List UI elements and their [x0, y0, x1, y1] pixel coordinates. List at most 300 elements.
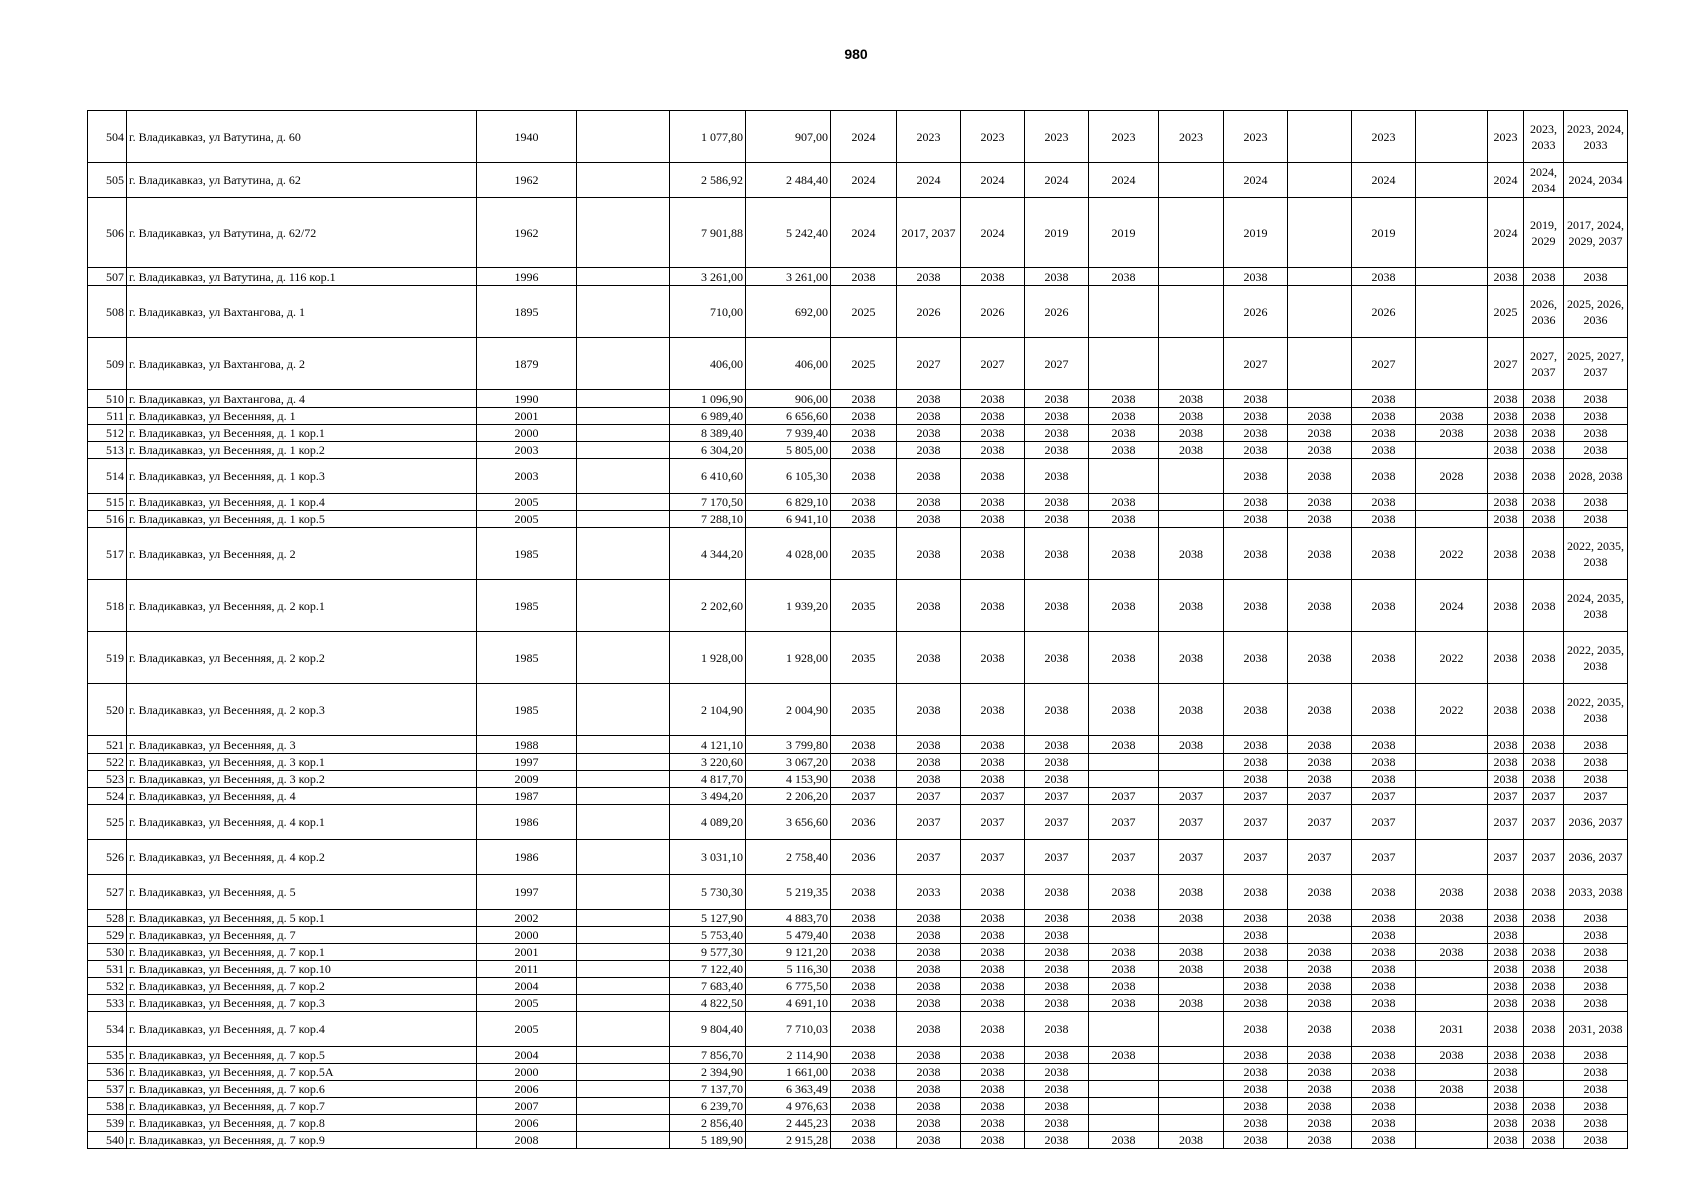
column-3-cell	[577, 875, 670, 910]
year-col-16-cell: 2038	[1488, 910, 1524, 927]
year-col-15-cell: 2038	[1416, 910, 1488, 927]
column-3-cell	[577, 286, 670, 338]
address-cell: г. Владикавказ, ул Весенняя, д. 7 кор.6	[127, 1081, 477, 1098]
build-year-cell: 1940	[477, 111, 577, 163]
column-3-cell	[577, 684, 670, 736]
year-col-12-cell: 2038	[1224, 1081, 1288, 1098]
year-col-18-cell: 2038	[1564, 1115, 1628, 1132]
year-col-15-cell: 2038	[1416, 408, 1488, 425]
year-col-13-cell: 2038	[1288, 1115, 1352, 1132]
year-col-10-cell	[1089, 771, 1159, 788]
year-col-7-cell: 2038	[897, 927, 961, 944]
year-col-12-cell: 2037	[1224, 805, 1288, 840]
year-col-14-cell: 2038	[1352, 442, 1416, 459]
year-col-10-cell: 2038	[1089, 442, 1159, 459]
year-col-15-cell: 2038	[1416, 875, 1488, 910]
year-col-8-cell: 2038	[961, 944, 1025, 961]
year-col-12-cell: 2038	[1224, 736, 1288, 754]
year-col-13-cell: 2038	[1288, 511, 1352, 528]
build-year-cell: 2003	[477, 442, 577, 459]
year-col-11-cell	[1159, 927, 1224, 944]
year-col-11-cell	[1159, 978, 1224, 995]
column-3-cell	[577, 268, 670, 286]
year-col-12-cell: 2037	[1224, 788, 1288, 805]
row-number-cell: 510	[88, 390, 127, 408]
year-col-15-cell	[1416, 995, 1488, 1012]
year-col-15-cell: 2031	[1416, 1012, 1488, 1047]
year-col-6-cell: 2038	[831, 736, 897, 754]
year-col-7-cell: 2038	[897, 944, 961, 961]
year-col-12-cell: 2038	[1224, 1115, 1288, 1132]
year-col-17-cell	[1524, 1081, 1564, 1098]
year-col-7-cell: 2038	[897, 1047, 961, 1064]
year-col-17-cell: 2038	[1524, 910, 1564, 927]
column-3-cell	[577, 459, 670, 494]
year-col-13-cell: 2038	[1288, 459, 1352, 494]
row-number-cell: 528	[88, 910, 127, 927]
year-col-9-cell: 2038	[1025, 442, 1089, 459]
year-col-6-cell: 2038	[831, 1064, 897, 1081]
row-number-cell: 537	[88, 1081, 127, 1098]
year-col-12-cell: 2038	[1224, 442, 1288, 459]
address-cell: г. Владикавказ, ул Весенняя, д. 4 кор.1	[127, 805, 477, 840]
address-cell: г. Владикавказ, ул Весенняя, д. 3 кор.1	[127, 754, 477, 771]
year-col-12-cell: 2038	[1224, 944, 1288, 961]
year-col-13-cell: 2037	[1288, 805, 1352, 840]
row-number-cell: 532	[88, 978, 127, 995]
year-col-11-cell: 2038	[1159, 1132, 1224, 1149]
year-col-6-cell: 2038	[831, 1081, 897, 1098]
table-row	[88, 1081, 1628, 1098]
year-col-7-cell: 2038	[897, 1115, 961, 1132]
total-area-cell: 7 170,50	[670, 494, 746, 511]
address-cell: г. Владикавказ, ул Ватутина, д. 62	[127, 163, 477, 198]
year-col-11-cell: 2038	[1159, 944, 1224, 961]
column-3-cell	[577, 1098, 670, 1115]
row-number-cell: 514	[88, 459, 127, 494]
year-col-11-cell	[1159, 1047, 1224, 1064]
column-3-cell	[577, 995, 670, 1012]
build-year-cell: 1879	[477, 338, 577, 390]
year-col-18-cell: 2038	[1564, 511, 1628, 528]
row-number-cell: 524	[88, 788, 127, 805]
year-col-18-cell: 2017, 2024, 2029, 2037	[1564, 198, 1628, 268]
column-3-cell	[577, 111, 670, 163]
year-col-10-cell: 2038	[1089, 684, 1159, 736]
table-row	[88, 978, 1628, 995]
year-col-18-cell: 2038	[1564, 390, 1628, 408]
total-area-cell: 7 137,70	[670, 1081, 746, 1098]
year-col-17-cell: 2038	[1524, 1115, 1564, 1132]
year-col-12-cell: 2038	[1224, 1064, 1288, 1081]
year-col-18-cell: 2038	[1564, 1098, 1628, 1115]
year-col-14-cell: 2038	[1352, 910, 1416, 927]
table-row	[88, 754, 1628, 771]
build-year-cell: 2001	[477, 944, 577, 961]
build-year-cell: 1997	[477, 754, 577, 771]
row-number-cell: 519	[88, 632, 127, 684]
year-col-9-cell: 2024	[1025, 163, 1089, 198]
year-col-10-cell	[1089, 1081, 1159, 1098]
year-col-13-cell: 2038	[1288, 1064, 1352, 1081]
living-area-cell: 7 939,40	[746, 425, 831, 442]
year-col-6-cell: 2035	[831, 684, 897, 736]
year-col-8-cell: 2038	[961, 1132, 1025, 1149]
year-col-7-cell: 2038	[897, 684, 961, 736]
year-col-12-cell: 2038	[1224, 1098, 1288, 1115]
year-col-11-cell	[1159, 494, 1224, 511]
year-col-9-cell: 2038	[1025, 580, 1089, 632]
address-cell: г. Владикавказ, ул Весенняя, д. 1 кор.2	[127, 442, 477, 459]
total-area-cell: 6 304,20	[670, 442, 746, 459]
year-col-16-cell: 2037	[1488, 788, 1524, 805]
year-col-7-cell: 2038	[897, 754, 961, 771]
year-col-7-cell: 2027	[897, 338, 961, 390]
year-col-14-cell: 2038	[1352, 268, 1416, 286]
column-3-cell	[577, 1012, 670, 1047]
total-area-cell: 2 394,90	[670, 1064, 746, 1081]
year-col-16-cell: 2027	[1488, 338, 1524, 390]
build-year-cell: 1988	[477, 736, 577, 754]
year-col-17-cell: 2038	[1524, 632, 1564, 684]
row-number-cell: 522	[88, 754, 127, 771]
year-col-10-cell: 2038	[1089, 632, 1159, 684]
table-row	[88, 425, 1628, 442]
year-col-9-cell: 2038	[1025, 771, 1089, 788]
year-col-17-cell: 2019, 2029	[1524, 198, 1564, 268]
row-number-cell: 512	[88, 425, 127, 442]
year-col-14-cell: 2038	[1352, 978, 1416, 995]
year-col-18-cell: 2038	[1564, 978, 1628, 995]
year-col-15-cell	[1416, 754, 1488, 771]
year-col-8-cell: 2038	[961, 771, 1025, 788]
total-area-cell: 7 288,10	[670, 511, 746, 528]
living-area-cell: 3 799,80	[746, 736, 831, 754]
total-area-cell: 5 127,90	[670, 910, 746, 927]
year-col-7-cell: 2038	[897, 632, 961, 684]
year-col-17-cell: 2024, 2034	[1524, 163, 1564, 198]
year-col-10-cell: 2037	[1089, 788, 1159, 805]
table-row	[88, 111, 1628, 163]
year-col-17-cell: 2038	[1524, 494, 1564, 511]
table-row	[88, 390, 1628, 408]
row-number-cell: 513	[88, 442, 127, 459]
table-row	[88, 1012, 1628, 1047]
year-col-7-cell: 2033	[897, 875, 961, 910]
year-col-9-cell: 2038	[1025, 632, 1089, 684]
year-col-9-cell: 2038	[1025, 944, 1089, 961]
year-col-18-cell: 2038	[1564, 425, 1628, 442]
year-col-8-cell: 2038	[961, 910, 1025, 927]
year-col-9-cell: 2038	[1025, 511, 1089, 528]
year-col-12-cell: 2038	[1224, 927, 1288, 944]
build-year-cell: 2011	[477, 961, 577, 978]
year-col-14-cell: 2037	[1352, 805, 1416, 840]
living-area-cell: 5 479,40	[746, 927, 831, 944]
year-col-11-cell	[1159, 754, 1224, 771]
year-col-8-cell: 2038	[961, 494, 1025, 511]
year-col-14-cell: 2038	[1352, 425, 1416, 442]
year-col-14-cell: 2038	[1352, 1132, 1416, 1149]
year-col-16-cell: 2037	[1488, 840, 1524, 875]
year-col-14-cell: 2038	[1352, 632, 1416, 684]
year-col-11-cell: 2038	[1159, 632, 1224, 684]
year-col-15-cell	[1416, 111, 1488, 163]
year-col-6-cell: 2038	[831, 1115, 897, 1132]
total-area-cell: 4 089,20	[670, 805, 746, 840]
year-col-6-cell: 2038	[831, 459, 897, 494]
year-col-9-cell: 2038	[1025, 1064, 1089, 1081]
address-cell: г. Владикавказ, ул Весенняя, д. 5	[127, 875, 477, 910]
year-col-12-cell: 2023	[1224, 111, 1288, 163]
year-col-17-cell: 2038	[1524, 528, 1564, 580]
year-col-12-cell: 2038	[1224, 459, 1288, 494]
build-year-cell: 2000	[477, 425, 577, 442]
year-col-7-cell: 2038	[897, 1132, 961, 1149]
year-col-12-cell: 2038	[1224, 390, 1288, 408]
total-area-cell: 4 344,20	[670, 528, 746, 580]
year-col-15-cell: 2022	[1416, 632, 1488, 684]
table-row	[88, 805, 1628, 840]
year-col-9-cell: 2038	[1025, 754, 1089, 771]
year-col-12-cell: 2038	[1224, 408, 1288, 425]
column-3-cell	[577, 1132, 670, 1149]
year-col-17-cell: 2038	[1524, 995, 1564, 1012]
year-col-13-cell: 2038	[1288, 1047, 1352, 1064]
year-col-8-cell: 2024	[961, 198, 1025, 268]
year-col-14-cell: 2038	[1352, 1115, 1416, 1132]
year-col-6-cell: 2038	[831, 268, 897, 286]
year-col-14-cell: 2038	[1352, 1098, 1416, 1115]
year-col-16-cell: 2038	[1488, 459, 1524, 494]
living-area-cell: 406,00	[746, 338, 831, 390]
year-col-7-cell: 2026	[897, 286, 961, 338]
year-col-17-cell: 2038	[1524, 944, 1564, 961]
year-col-15-cell	[1416, 286, 1488, 338]
row-number-cell: 529	[88, 927, 127, 944]
year-col-14-cell: 2038	[1352, 684, 1416, 736]
year-col-14-cell: 2038	[1352, 736, 1416, 754]
year-col-14-cell: 2038	[1352, 995, 1416, 1012]
table-row	[88, 1047, 1628, 1064]
year-col-17-cell: 2037	[1524, 840, 1564, 875]
year-col-18-cell: 2038	[1564, 995, 1628, 1012]
year-col-11-cell: 2038	[1159, 408, 1224, 425]
address-cell: г. Владикавказ, ул Вахтангова, д. 2	[127, 338, 477, 390]
year-col-12-cell: 2038	[1224, 995, 1288, 1012]
living-area-cell: 4 028,00	[746, 528, 831, 580]
year-col-7-cell: 2024	[897, 163, 961, 198]
year-col-7-cell: 2038	[897, 771, 961, 788]
year-col-18-cell: 2038	[1564, 736, 1628, 754]
row-number-cell: 530	[88, 944, 127, 961]
year-col-12-cell: 2027	[1224, 338, 1288, 390]
table-row	[88, 1064, 1628, 1081]
table-row	[88, 944, 1628, 961]
row-number-cell: 525	[88, 805, 127, 840]
build-year-cell: 2003	[477, 459, 577, 494]
year-col-15-cell	[1416, 1132, 1488, 1149]
year-col-9-cell: 2037	[1025, 840, 1089, 875]
year-col-16-cell: 2038	[1488, 684, 1524, 736]
year-col-16-cell: 2038	[1488, 978, 1524, 995]
year-col-15-cell: 2022	[1416, 684, 1488, 736]
year-col-17-cell	[1524, 1064, 1564, 1081]
total-area-cell: 9 804,40	[670, 1012, 746, 1047]
living-area-cell: 692,00	[746, 286, 831, 338]
year-col-8-cell: 2037	[961, 840, 1025, 875]
year-col-8-cell: 2038	[961, 580, 1025, 632]
build-year-cell: 2005	[477, 995, 577, 1012]
year-col-12-cell: 2038	[1224, 771, 1288, 788]
year-col-16-cell: 2038	[1488, 944, 1524, 961]
total-area-cell: 7 122,40	[670, 961, 746, 978]
column-3-cell	[577, 840, 670, 875]
year-col-16-cell: 2038	[1488, 1115, 1524, 1132]
year-col-15-cell: 2038	[1416, 1047, 1488, 1064]
housing-registry-table	[87, 110, 1628, 1149]
year-col-18-cell: 2038	[1564, 408, 1628, 425]
year-col-6-cell: 2038	[831, 425, 897, 442]
year-col-13-cell: 2038	[1288, 961, 1352, 978]
year-col-18-cell: 2024, 2034	[1564, 163, 1628, 198]
year-col-11-cell	[1159, 459, 1224, 494]
year-col-16-cell: 2038	[1488, 1098, 1524, 1115]
year-col-13-cell: 2038	[1288, 771, 1352, 788]
year-col-8-cell: 2038	[961, 632, 1025, 684]
living-area-cell: 3 261,00	[746, 268, 831, 286]
row-number-cell: 511	[88, 408, 127, 425]
column-3-cell	[577, 198, 670, 268]
year-col-16-cell: 2038	[1488, 528, 1524, 580]
build-year-cell: 2001	[477, 408, 577, 425]
year-col-16-cell: 2038	[1488, 875, 1524, 910]
living-area-cell: 5 242,40	[746, 198, 831, 268]
year-col-10-cell: 2038	[1089, 580, 1159, 632]
year-col-15-cell	[1416, 494, 1488, 511]
year-col-11-cell	[1159, 511, 1224, 528]
year-col-12-cell: 2038	[1224, 978, 1288, 995]
year-col-6-cell: 2036	[831, 840, 897, 875]
year-col-7-cell: 2037	[897, 840, 961, 875]
year-col-6-cell: 2038	[831, 511, 897, 528]
year-col-7-cell: 2017, 2037	[897, 198, 961, 268]
living-area-cell: 1 928,00	[746, 632, 831, 684]
year-col-12-cell: 2038	[1224, 1012, 1288, 1047]
year-col-12-cell: 2038	[1224, 684, 1288, 736]
build-year-cell: 2002	[477, 910, 577, 927]
year-col-10-cell: 2038	[1089, 1047, 1159, 1064]
total-area-cell: 7 856,70	[670, 1047, 746, 1064]
year-col-17-cell: 2038	[1524, 442, 1564, 459]
year-col-9-cell: 2023	[1025, 111, 1089, 163]
year-col-10-cell: 2038	[1089, 425, 1159, 442]
total-area-cell: 710,00	[670, 286, 746, 338]
year-col-9-cell: 2038	[1025, 1081, 1089, 1098]
year-col-14-cell: 2038	[1352, 771, 1416, 788]
year-col-6-cell: 2037	[831, 788, 897, 805]
year-col-18-cell: 2038	[1564, 944, 1628, 961]
living-area-cell: 2 004,90	[746, 684, 831, 736]
year-col-11-cell	[1159, 198, 1224, 268]
build-year-cell: 1986	[477, 805, 577, 840]
column-3-cell	[577, 163, 670, 198]
year-col-9-cell: 2038	[1025, 1115, 1089, 1132]
year-col-17-cell: 2038	[1524, 1047, 1564, 1064]
total-area-cell: 5 730,30	[670, 875, 746, 910]
row-number-cell: 504	[88, 111, 127, 163]
year-col-12-cell: 2024	[1224, 163, 1288, 198]
year-col-16-cell: 2024	[1488, 163, 1524, 198]
build-year-cell: 1985	[477, 580, 577, 632]
table-row	[88, 632, 1628, 684]
year-col-17-cell: 2038	[1524, 1012, 1564, 1047]
table-row	[88, 286, 1628, 338]
year-col-14-cell: 2038	[1352, 927, 1416, 944]
year-col-13-cell: 2038	[1288, 736, 1352, 754]
living-area-cell: 4 691,10	[746, 995, 831, 1012]
year-col-10-cell	[1089, 754, 1159, 771]
year-col-11-cell: 2037	[1159, 788, 1224, 805]
year-col-18-cell: 2037	[1564, 788, 1628, 805]
year-col-12-cell: 2026	[1224, 286, 1288, 338]
year-col-17-cell: 2038	[1524, 978, 1564, 995]
row-number-cell: 540	[88, 1132, 127, 1149]
year-col-9-cell: 2019	[1025, 198, 1089, 268]
build-year-cell: 1986	[477, 840, 577, 875]
year-col-10-cell: 2038	[1089, 268, 1159, 286]
year-col-6-cell: 2038	[831, 408, 897, 425]
living-area-cell: 5 805,00	[746, 442, 831, 459]
year-col-15-cell	[1416, 1064, 1488, 1081]
year-col-9-cell: 2037	[1025, 805, 1089, 840]
year-col-8-cell: 2038	[961, 684, 1025, 736]
year-col-6-cell: 2024	[831, 163, 897, 198]
table-row	[88, 580, 1628, 632]
year-col-11-cell: 2023	[1159, 111, 1224, 163]
year-col-17-cell: 2038	[1524, 771, 1564, 788]
year-col-17-cell: 2038	[1524, 459, 1564, 494]
living-area-cell: 6 941,10	[746, 511, 831, 528]
build-year-cell: 2006	[477, 1081, 577, 1098]
year-col-9-cell: 2038	[1025, 875, 1089, 910]
total-area-cell: 6 410,60	[670, 459, 746, 494]
year-col-6-cell: 2038	[831, 944, 897, 961]
column-3-cell	[577, 944, 670, 961]
year-col-15-cell	[1416, 1115, 1488, 1132]
year-col-15-cell	[1416, 771, 1488, 788]
year-col-11-cell: 2038	[1159, 442, 1224, 459]
year-col-16-cell: 2038	[1488, 442, 1524, 459]
year-col-8-cell: 2038	[961, 1115, 1025, 1132]
year-col-17-cell: 2038	[1524, 408, 1564, 425]
year-col-12-cell: 2038	[1224, 961, 1288, 978]
year-col-10-cell: 2038	[1089, 511, 1159, 528]
year-col-9-cell: 2038	[1025, 995, 1089, 1012]
year-col-16-cell: 2038	[1488, 511, 1524, 528]
year-col-10-cell: 2038	[1089, 944, 1159, 961]
column-3-cell	[577, 511, 670, 528]
year-col-14-cell: 2038	[1352, 1047, 1416, 1064]
row-number-cell: 526	[88, 840, 127, 875]
year-col-7-cell: 2037	[897, 788, 961, 805]
year-col-9-cell: 2038	[1025, 268, 1089, 286]
table-body	[88, 111, 1628, 1149]
year-col-9-cell: 2038	[1025, 459, 1089, 494]
year-col-8-cell: 2038	[961, 995, 1025, 1012]
table-row	[88, 1098, 1628, 1115]
year-col-8-cell: 2037	[961, 788, 1025, 805]
